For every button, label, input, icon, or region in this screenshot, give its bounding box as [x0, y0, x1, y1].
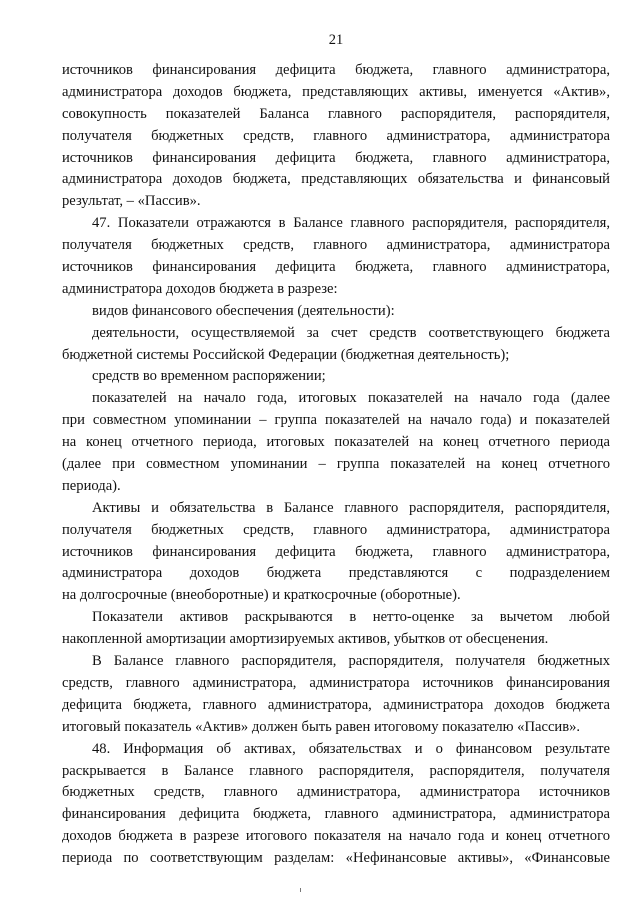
text-line: источников финансирования дефицита бюджета, главного администратора,: [62, 259, 610, 276]
text-line: бюджетной системы Российской Федерации (бюджетная деятельность);: [62, 346, 510, 363]
text-line: получателя бюджетных средств, главного администратора, администратора: [62, 237, 610, 254]
text-line: при совместном упоминании – группа показателей на начало года) и показателей: [62, 412, 610, 429]
text-line: совокупность показателей Баланса главного распорядителя, распорядителя,: [62, 105, 610, 122]
text-line: периода по соответствующим разделам: «Нефинансовые активы», «Финансовые: [62, 850, 610, 867]
text-line: В Балансе главного распорядителя, распорядителя, получателя бюджетных: [92, 653, 610, 670]
text-line: периода).: [62, 477, 121, 494]
text-line: видов финансового обеспечения (деятельности):: [92, 302, 395, 319]
text-line: 47. Показатели отражаются в Балансе главного распорядителя, распорядителя,: [92, 215, 610, 232]
text-line: финансирования дефицита бюджета, главного администратора, администратора: [62, 806, 610, 823]
text-line: доходов бюджета в разрезе итогового показателя на начало года и конец отчетного: [62, 828, 610, 845]
text-line: источников финансирования дефицита бюджета, главного администратора,: [62, 543, 610, 560]
text-line: показателей на начало года, итоговых показателей на начало года (далее: [92, 390, 610, 407]
text-line: на конец отчетного периода, итоговых показателей на конец отчетного периода: [62, 434, 610, 451]
text-line: дефицита бюджета, главного администратора, администратора доходов бюджета: [62, 696, 610, 713]
text-line: администратора доходов бюджета, представляющих активы, именуется «Актив»,: [62, 83, 610, 100]
page-number: 21: [328, 32, 344, 48]
text-line: итоговый показатель «Актив» должен быть равен итоговому показателю «Пассив».: [62, 718, 581, 735]
text-line: на долгосрочные (внеоборотные) и краткосрочные (оборотные).: [62, 587, 461, 604]
text-line: средств, главного администратора, администратора источников финансирования: [62, 674, 610, 691]
text-line: Показатели активов раскрываются в нетто-оценке за вычетом любой: [92, 609, 610, 626]
scan-mark: [300, 888, 301, 892]
text-line: Активы и обязательства в Балансе главного распорядителя, распорядителя,: [92, 499, 610, 516]
text-line: администратора доходов бюджета в разрезе:: [62, 280, 338, 297]
text-line: 48. Информация об активах, обязательствах и о финансовом результате: [92, 740, 610, 757]
document-body: [62, 60, 610, 870]
text-line: результат, – «Пассив».: [62, 193, 201, 210]
document-page: [62, 0, 610, 905]
text-line: раскрывается в Балансе главного распорядителя, распорядителя, получателя: [62, 762, 610, 779]
text-line: получателя бюджетных средств, главного администратора, администратора: [62, 127, 610, 144]
text-line: источников финансирования дефицита бюджета, главного администратора,: [62, 62, 610, 78]
text-line: (далее при совместном упоминании – группа показателей на конец отчетного: [62, 456, 610, 473]
text-line: источников финансирования дефицита бюджета, главного администратора,: [62, 149, 610, 166]
text-line: деятельности, осуществляемой за счет средств соответствующего бюджета: [92, 324, 610, 341]
text-line: администратора доходов бюджета представляются с подразделением: [62, 565, 610, 582]
text-line: накопленной амортизации амортизируемых активов, убытков от обесценения.: [62, 631, 549, 648]
text-line: получателя бюджетных средств, главного администратора, администратора: [62, 521, 610, 538]
text-line: администратора доходов бюджета, представляющих обязательства и финансовый: [62, 171, 610, 188]
text-line: бюджетных средств, главного администратора, администратора источников: [62, 784, 610, 801]
text-line: средств во временном распоряжении;: [92, 368, 326, 385]
